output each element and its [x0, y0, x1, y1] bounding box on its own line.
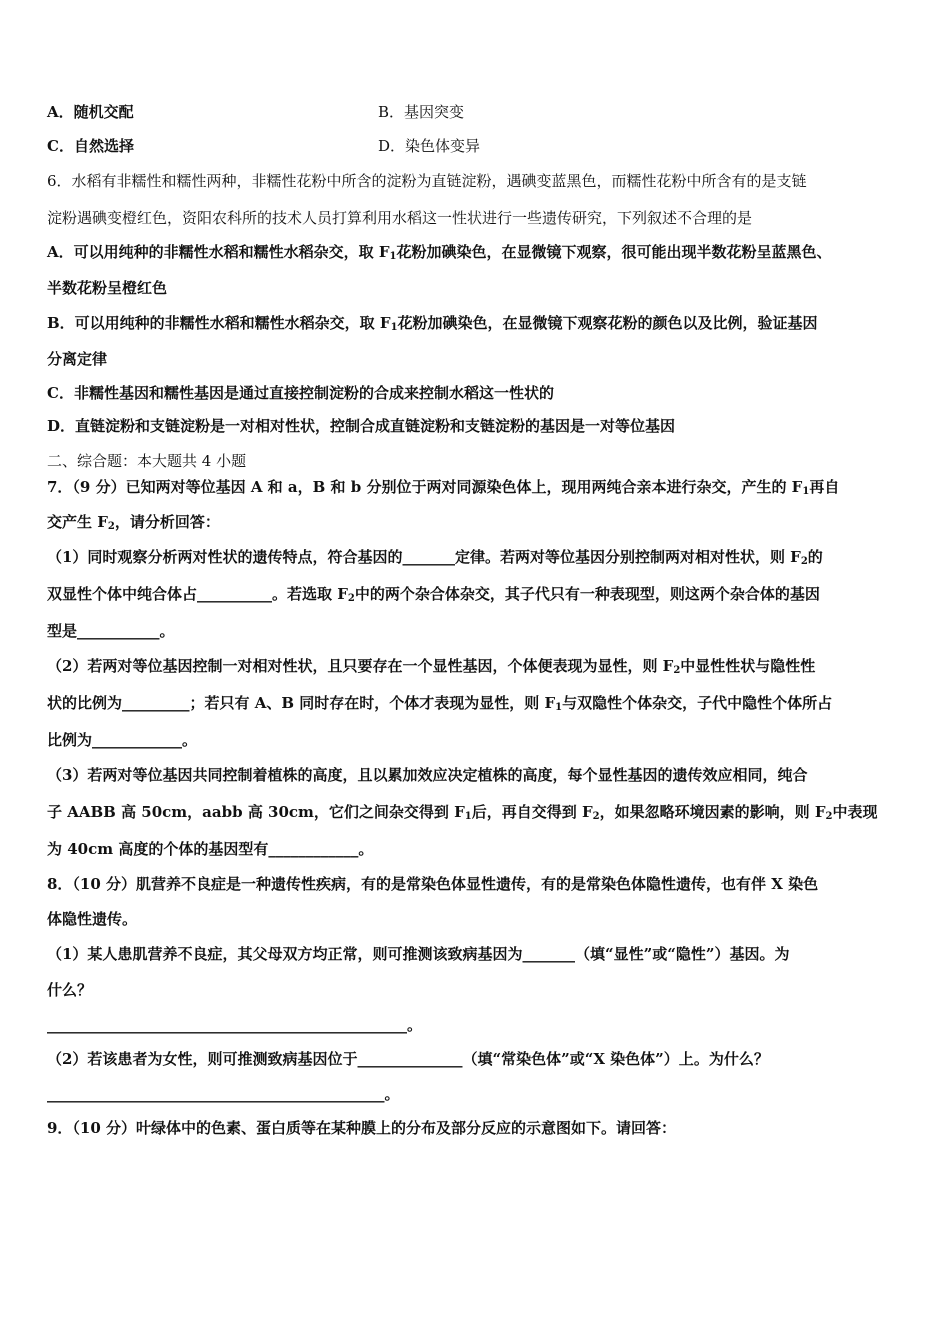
q7-part-1-line-3: 型是___________。: [47, 622, 175, 640]
q5-option-d: D．染色体变异: [378, 137, 481, 155]
q6-option-d: D．直链淀粉和支链淀粉是一对相对性状，控制合成直链淀粉和支链淀粉的基因是一对等位基因: [47, 417, 676, 435]
q5-option-b: B．基因突变: [378, 103, 465, 121]
q7-part-3-line-1: （3）若两对等位基因共同控制着植株的高度，且以累加效应决定植株的高度，每个显性基因的遗传效应相同，纯合: [47, 766, 808, 784]
q7-stem-line-2: 交产生 $F_2$，请分析回答：: [47, 513, 220, 532]
q8-part-2-line-1: （2）若该患者为女性，则可推测致病基因位于______________（填“常染色体”或“X 染色体”）上。为什么？: [47, 1050, 769, 1068]
q7-part-3-line-2: 子 AABB 高 50cm，aabb 高 30cm，它们之间杂交得到 $F_1$后，再自交得到 $F_2$，如果忽略环境因素的影响，则 $F_2$中表现: [47, 803, 878, 822]
q8-stem-line-1: 8．（10 分）肌营养不良症是一种遗传性疾病，有的是常染色体显性遗传，有的是常染色体隐性遗传，也有伴 X 染色: [47, 875, 819, 893]
q8-stem-line-2: 体隐性遗传。: [47, 910, 138, 928]
q7-part-3-line-3: 为 40cm 高度的个体的基因型有____________。: [47, 840, 374, 858]
q7-stem-line-1: 7．（9 分）已知两对等位基因 A 和 a，B 和 b 分别位于两对同源染色体上，现用两纯合亲本进行杂交，产生的 $F_1$再自: [47, 478, 840, 497]
q7-part-2-line-3: 比例为____________。: [47, 731, 198, 749]
q6-stem-line-2: 淀粉遇碘变橙红色，资阳农科所的技术人员打算利用水稻这一性状进行一些遗传研究，下列叙述不合理的是: [47, 209, 753, 227]
q5-option-c: C．自然选择: [47, 137, 134, 155]
q6-option-b-line-1: B．可以用纯种的非糯性水稻和糯性水稻杂交，取 $F_1$花粉加碘染色，在显微镜下观察花粉的颜色以及比例，验证基因: [47, 314, 818, 333]
q8-part-1-answer-blank: ________________________________________________。: [47, 1016, 423, 1034]
q6-option-c: C．非糯性基因和糯性基因是通过直接控制淀粉的合成来控制水稻这一性状的: [47, 384, 554, 402]
q5-option-a: A．随机交配: [47, 103, 134, 121]
q7-part-2-line-1: （2）若两对等位基因控制一对相对性状，且只要存在一个显性基因，个体便表现为显性，则 $F_2$中显性性状与隐性性: [47, 657, 816, 676]
q6-stem-line-1: 6．水稻有非糯性和糯性两种，非糯性花粉中所含的淀粉为直链淀粉，遇碘变蓝黑色，而糯性花粉中所含有的是支链: [47, 172, 807, 190]
q7-part-1-line-2: 双显性个体中纯合体占__________。若选取 $F_2$中的两个杂合体杂交，其子代只有一种表现型，则这两个杂合体的基因: [47, 585, 820, 604]
q9-stem: 9．（10 分）叶绿体中的色素、蛋白质等在某种膜上的分布及部分反应的示意图如下。请回答：: [47, 1119, 677, 1137]
q7-part-1-line-1: （1）同时观察分析两对性状的遗传特点，符合基因的_______定律。若两对等位基因分别控制两对相对性状，则 $F_2$的: [47, 548, 823, 567]
q8-part-1-line-2: 什么？: [47, 981, 93, 999]
q7-part-2-line-2: 状的比例为_________；若只有 A、B 同时存在时，个体才表现为显性，则 $F_1$与双隐性个体杂交，子代中隐性个体所占: [47, 694, 833, 713]
q6-option-a-line-2: 半数花粉呈橙红色: [47, 279, 168, 297]
q8-part-1-line-1: （1）某人患肌营养不良症，其父母双方均正常，则可推测该致病基因为_______（填“显性”或“隐性”）基因。为: [47, 945, 790, 963]
q6-option-a-line-1: A．可以用纯种的非糯性水稻和糯性水稻杂交，取 $F_1$花粉加碘染色，在显微镜下观察，很可能出现半数花粉呈蓝黑色、: [47, 243, 832, 262]
q6-option-b-line-2: 分离定律: [47, 350, 108, 368]
q8-part-2-answer-blank: _____________________________________________。: [47, 1085, 400, 1103]
section-2-heading: 二、综合题：本大题共 4 小题: [47, 452, 247, 470]
